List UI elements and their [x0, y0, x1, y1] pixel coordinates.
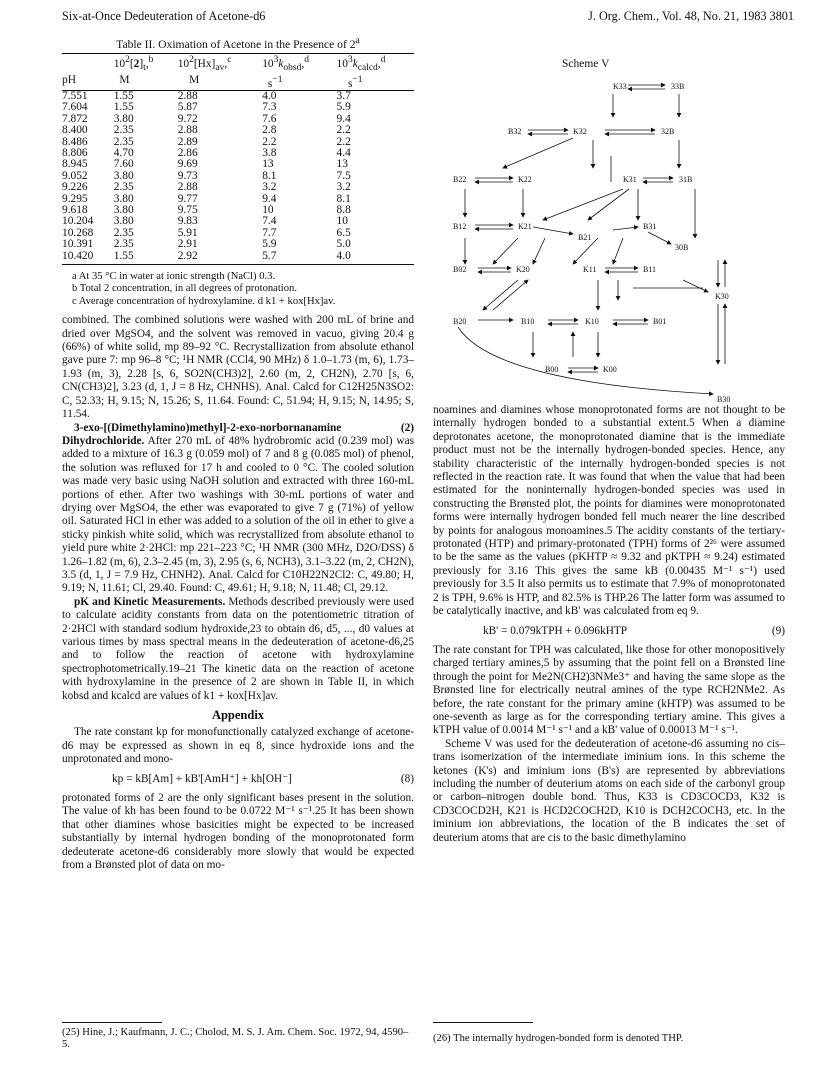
table-cell: 5.0: [336, 238, 351, 251]
node-B10: B10: [521, 317, 535, 326]
paragraph-brønsted: noamines and diamines whose monoprotonated forms are not thought to be internally hydrogen bonded to a substantial extent.5 When a diamine deprotonates acetone, the monoprotonated diamine that is the immediate product must not be the internally hydrogen-bonded species. Hence, any stability characteristic of the internally hydrogen-bonded species is not reflected in the reaction rate. It was found that when the value that had been estimated for the noninternally hydrogen-bonded species was used in constructing the Brønsted plot, the points for diamines were monoprotonated forms were internally hydrogen bonded fell much nearer the line described by points for analogous monoamines.5 The acidity constants of the tertiary-protonated (HTP) and primary-protonated (TPH) forms of 2²⁶ were assumed to be the same as the values (pKHTP ≈ 9.32 and pKTPH ≈ 9.24) estimated previously for 3.16 This gives the same kB (0.00435 M⁻¹ s⁻¹) used previously for 3.5 It also permits us to estimate that 7.9% of monoprotonated 2 is TPH, 9.6% is HTP, and 82.5% is THP.26 The latter form was assumed to be catalytically inactive, and kB' was calculated from eq 9.: [433, 404, 785, 618]
table-cell: 4.4: [336, 146, 351, 159]
table-cell: 7.551: [62, 89, 88, 102]
equation-8-number: (8): [400, 772, 414, 785]
table-cell: 2.91: [177, 238, 198, 251]
node-K20: K20: [516, 265, 530, 274]
table-cell: 2.2: [336, 124, 351, 137]
scheme-node-labels: [453, 82, 730, 402]
table-cell: 2.35: [113, 135, 134, 148]
scheme-v-diagram: [433, 72, 785, 402]
table-cell: 9.72: [177, 112, 198, 125]
table-cell: 13: [262, 158, 274, 171]
table-footnote-a: a At 35 °C in water at ionic strength (NaCl) 0.3.: [72, 271, 276, 283]
table-oximation: [62, 53, 414, 262]
table-cell: 10.420: [62, 249, 94, 262]
table-cell: 2.35: [113, 226, 134, 239]
scheme-title: Scheme V: [562, 58, 610, 70]
table-cell: 2.88: [177, 89, 198, 102]
table-cell: 8.400: [62, 124, 88, 137]
table-cell: 2.35: [113, 181, 134, 194]
table-cell: 8.8: [336, 204, 351, 217]
table-cell: 2.88: [177, 124, 198, 137]
table-row: [62, 239, 414, 250]
node-30B: 30B: [675, 243, 689, 252]
table-cell: 1.55: [113, 89, 134, 102]
table-cell: 10.391: [62, 238, 94, 251]
paragraph-tph-rate: The rate constant for TPH was calculated, like those for other monopositively charged tertiary amines,5 by assuming that the point fell on a Brønsted line through the point for Me2N(CH2)3NMe3⁺ and having the same slope as the Brønsted line for electrically neutral amines of the type RCH2NMe2. As before, the rate constant for the primary amine (kHTP) was assumed to be one-seventh as large as for the corresponding tertiary amine. This gives a kTPH value of 0.0014 M⁻¹ s⁻¹ and a kB' value of 0.00013 M⁻¹ s⁻¹.: [433, 643, 785, 737]
col-header-hx: $10^2[Hx]_{av},^c$: [178, 54, 263, 75]
table-cell: 2.92: [177, 249, 198, 262]
table-cell: 7.7: [262, 226, 277, 239]
left-column: [62, 34, 414, 873]
paragraph-appendix-2: protonated forms of 2 are the only significant bases present in the solution. The value of kh has been found to be 0.0722 M⁻¹ s⁻¹.25 It has been shown that other diamines whose basicities might be expected to be increased substantially by internal hydrogen bonding of the monoprotonated form dedeuterate acetone-d6 considerably more slowly that would be expected from a Brønsted plot of data on mo-: [62, 792, 414, 872]
table-cell: 7.604: [62, 101, 88, 114]
node-B00: B00: [545, 365, 559, 374]
table-cell: 9.295: [62, 192, 88, 205]
footnote-25: (25) Hine, J.; Kaufmann, J. C.; Cholod, M. S. J. Am. Chem. Soc. 1972, 94, 4590–5.: [62, 1027, 409, 1051]
table-cell: 3.80: [113, 204, 134, 217]
table-cell: 9.052: [62, 169, 88, 182]
col-unit-kobsd: $s^{-1}$: [262, 75, 336, 91]
table-cell: 9.77: [177, 192, 198, 205]
node-B20: B20: [453, 317, 467, 326]
col-header-kobsd: $10^3k_{obsd},^d$: [262, 54, 336, 75]
running-header-right: J. Org. Chem., Vol. 48, No. 21, 1983 3801: [588, 9, 794, 23]
node-B01: B01: [653, 317, 667, 326]
table-caption-text: Table II. Oximation of Acetone in the Presence of 2: [116, 37, 356, 51]
table-units-row: [62, 75, 414, 91]
col-header-ph: [62, 54, 114, 75]
node-K31: K31: [623, 175, 637, 184]
node-B02: B02: [453, 265, 467, 274]
table-cell: 9.73: [177, 169, 198, 182]
table-cell: 9.618: [62, 204, 88, 217]
paragraph-pk-kinetics: [62, 596, 414, 703]
heading-pk-kinetics: pK and Kinetic Measurements.: [74, 595, 226, 608]
node-K00: K00: [603, 365, 617, 374]
table-cell: 5.9: [336, 101, 351, 114]
table-cell: 4.70: [113, 146, 134, 159]
table-cell: 2.35: [113, 124, 134, 137]
table-cell: 3.80: [113, 112, 134, 125]
node-K11: K11: [583, 265, 597, 274]
table-cell: 7.4: [262, 215, 277, 228]
table-cell: 4.0: [336, 249, 351, 262]
equation-9: [433, 625, 785, 638]
node-B30: B30: [717, 395, 731, 402]
table-cell: 7.3: [262, 101, 277, 114]
paragraph-synthesis-2-body: After 270 mL of 48% hydrobromic acid (0.239 mol) was added to a mixture of 16.3 g (0.059 mol) of 7 and 8 g (0.085 mol) of phenol, the solution was refluxed for 17 h and cooled to 0 °C. The cooled solution was made very basic using NaOH solution and extracted with three 160-mL portions of ether. After two washings with 30-mL portions of water and drying over MgSO4, the ether was evaporated to give 7 g (71%) of yellow oil. Saturated HCl in ether was added to a solution of the oil in ether to give a sticky pinkish white solid, which was recrystallized from absolute ethanol to yield pure white 2·2HCl: mp 221–223 °C; ¹H NMR (300 MHz, D2O/DSS) δ 1.26–1.82 (m, 6), 2.3–2.45 (m, 3), 2.95 (s, 6, NCH3), 3.1–3.22 (m, 2, CH2N), 3.5 (d, 1, J = 7.9 Hz, CHNH2). Anal. Calcd for C10H22N2Cl2: C, 49.80; H, 9.19; N, 11.61; Cl, 29.40. Found: C, 49.61; H, 9.18; N, 11.48; Cl, 29.12.: [62, 434, 414, 595]
paragraph-synthesis-2: [62, 422, 414, 596]
table-cell: 4.0: [262, 89, 277, 102]
table-cell: 13: [336, 158, 348, 171]
node-K30: K30: [715, 292, 729, 301]
table-cell: 3.2: [336, 181, 351, 194]
footnote-rule-right: [433, 1022, 533, 1023]
col-unit-ph: pH: [62, 75, 114, 91]
table-cell: 7.6: [262, 112, 277, 125]
table-footnote-cd: c Average concentration of hydroxylamine. d k1 + kox[Hx]av.: [72, 295, 336, 307]
table-cell: 7.872: [62, 112, 88, 125]
table-cell: 3.80: [113, 215, 134, 228]
node-B12: B12: [453, 222, 467, 231]
node-B21: B21: [578, 233, 592, 242]
heading-compound-2: 3-exo-[(Dimethylamino)methyl]-2-exo-norbornanamine (2) Dihydrochloride.: [62, 421, 414, 447]
table-cell: 1.55: [113, 101, 134, 114]
col-header-2t: $10^2[2]_t,^b$: [114, 54, 178, 75]
equation-8: [62, 773, 414, 786]
equation-9-body: kB' = 0.079kTPH + 0.096kHTP: [483, 624, 628, 637]
equation-9-number: (9): [771, 624, 785, 637]
node-K10: K10: [585, 317, 599, 326]
table-cell: 1.55: [113, 249, 134, 262]
table-cell: 8.806: [62, 146, 88, 159]
table-caption: [62, 34, 414, 51]
node-31B: 31B: [679, 175, 693, 184]
table-footnote-b: b Total 2 concentration, in all degrees of protonation.: [72, 283, 297, 295]
node-32B: 32B: [661, 127, 675, 136]
table-cell: 2.2: [336, 135, 351, 148]
paragraph-appendix-1: The rate constant kp for monofunctionally catalyzed exchange of acetone-d6 may be expressed as shown in eq 8, since hydroxide ions and the unprotonated and mono-: [62, 726, 414, 766]
table-cell: 10: [336, 215, 348, 228]
table-cell: 10.204: [62, 215, 94, 228]
table-cell: 8.486: [62, 135, 88, 148]
table-cell: 5.7: [262, 249, 277, 262]
table-row: [62, 125, 414, 136]
table-cell: 3.8: [262, 146, 277, 159]
node-B11: B11: [643, 265, 657, 274]
node-K32: K32: [573, 127, 587, 136]
table-cell: 10.268: [62, 226, 94, 239]
node-B22: B22: [453, 175, 467, 184]
table-cell: 8.1: [336, 192, 351, 205]
node-B32: B32: [508, 127, 522, 136]
right-column: [433, 404, 785, 845]
node-33B: 33B: [671, 82, 685, 91]
table-cell: 6.5: [336, 226, 351, 239]
table-caption-sup: a: [355, 35, 360, 46]
node-K33: K33: [613, 82, 627, 91]
table-cell: 3.2: [262, 181, 277, 194]
table-footnotes: [62, 271, 414, 308]
col-unit-hx: M: [178, 75, 263, 91]
table-cell: 8.1: [262, 169, 277, 182]
paragraph-scheme-v: Scheme V was used for the dedeuteration of acetone-d6 assuming no cis–trans isomerization of the intermediate iminium ions. In this scheme the ketones (K's) and iminium ions (B's) are represented by abbreviations including the number of deuterium atoms on each side of the carbonyl group or carbon–nitrogen double bond. Thus, K33 is CD3COCD3, K32 is CD3COCD2H, K21 is HCD2COCH2D, K10 is DCH2COCH3, etc. In the iminium ion abbreviations, the location of the B indicates the set of deuterium atoms that are cis to the basic dimethylamino: [433, 737, 785, 844]
table-cell: 3.80: [113, 192, 134, 205]
table-cell: 9.4: [336, 112, 351, 125]
table-cell: 2.35: [113, 238, 134, 251]
node-K21: K21: [518, 222, 532, 231]
col-unit-kcalcd: $s^{-1}$: [337, 75, 414, 91]
table-cell: 9.69: [177, 158, 198, 171]
table-cell: 9.83: [177, 215, 198, 228]
table-cell: 5.9: [262, 238, 277, 251]
table-cell: 7.5: [336, 169, 351, 182]
table-cell: 2.8: [262, 124, 277, 137]
table-cell: 2.88: [177, 181, 198, 194]
footnote-26: (26) The internally hydrogen-bonded form is denoted THP.: [433, 1033, 684, 1044]
table-cell: 3.7: [336, 89, 351, 102]
running-header-left: Six-at-Once Dedeuteration of Acetone-d6: [62, 9, 266, 23]
table-cell: 10: [262, 204, 274, 217]
table-cell: 8.945: [62, 158, 88, 171]
footnote-rule-left: [62, 1022, 162, 1023]
table-cell: 7.60: [113, 158, 134, 171]
node-K22: K22: [518, 175, 532, 184]
appendix-heading: Appendix: [211, 708, 265, 723]
table-cell: 2.86: [177, 146, 198, 159]
table-cell: 3.80: [113, 169, 134, 182]
table-row: [62, 182, 414, 193]
equation-8-body: kp = kB[Am] + kB'[AmH⁺] + kh[OH⁻]: [112, 772, 292, 785]
paragraph-synthesis-7: combined. The combined solutions were washed with 200 mL of brine and dried over MgSO4, and the solvent was removed in vacuo, giving 20.4 g (66%) of white solid, mp 89–92 °C. Recrystallization from absolute ethanol gave pure 7: mp 96–8 °C; ¹H NMR (CCl4, 90 MHz) δ 1.0–1.73 (m, 6), 1.73–1.93 (m, 3), 2.28 [s, 6, SO2N(CH3)2], 2.60 (m, 2, CH2N), 2.70 [s, 6, CN(CH3)2], 3.23 (d, 1, J = 8 Hz, CHNHS). Anal. Calcd for C12H25N3SO2: C, 52.33; H, 9.15; N, 15.26; S, 11.64. Found: C, 51.94; H, 9.15; N, 14.95; S, 11.54.: [62, 314, 414, 421]
col-unit-2t: M: [114, 75, 178, 91]
table-cell: 9.75: [177, 204, 198, 217]
col-header-kcalcd: $10^3k_{calcd},^d$: [337, 54, 414, 75]
table-cell: 9.4: [262, 192, 277, 205]
table-header-row: [62, 54, 414, 75]
node-B31: B31: [643, 222, 657, 231]
paragraph-pk-kinetics-body: Methods described previously were used to calculate acidity constants from data on the potentiometric titration of 2·2HCl with standard sodium hydroxide,23 to obtain d6, d5, ..., d0 values at various times by mass spectral means in the dedeuteration of acetone-d6,25 and to follow the reaction of acetone with hydroxylamine spectrophotometrically.19–21 The kinetic data on the reaction of acetone with hydroxylamine in the presence of 2 are shown in Table II, in which kobsd and kcalcd are values of k1 + kox[Hx]av.: [62, 595, 414, 702]
table-cell: 2.89: [177, 135, 198, 148]
table-cell: 9.226: [62, 181, 88, 194]
table-row: [62, 251, 414, 262]
table-cell: 5.91: [177, 226, 198, 239]
table-cell: 5.87: [177, 101, 198, 114]
table-cell: 2.2: [262, 135, 277, 148]
